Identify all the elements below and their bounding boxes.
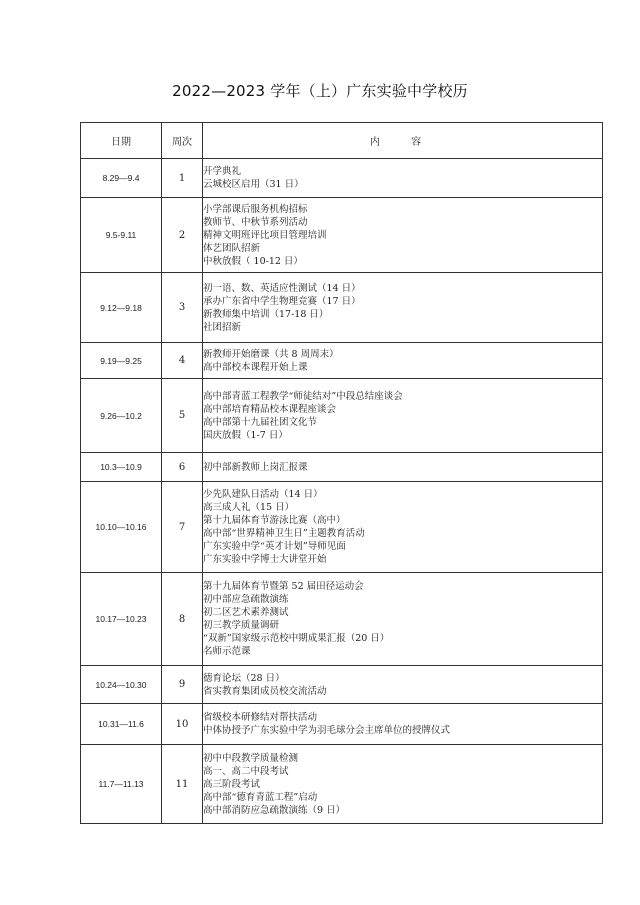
event-item: 高三阶段考试 <box>203 778 261 790</box>
row-content <box>203 704 603 745</box>
row-content <box>203 198 603 273</box>
event-item: 高中部“世界精神卫生日”主题教育活动 <box>203 528 365 539</box>
row-week: 1 <box>162 159 203 198</box>
event-item: 高三成人礼（15 日） <box>203 502 295 513</box>
event-item: “双新”国家级示范校中期成果汇报（20 日） <box>203 633 390 644</box>
event-item: 社团招新 <box>203 321 242 333</box>
row-date: 10.10—10.16 <box>81 482 162 573</box>
event-item: 初三教学质量调研 <box>203 620 280 631</box>
event-item: 体艺团队招新 <box>203 242 261 254</box>
table-row <box>81 198 603 273</box>
table-header-row <box>81 123 603 159</box>
event-item: 高中部“德育青蓝工程”启动 <box>203 791 318 803</box>
event-item: 高中部消防应急疏散演练（9 日） <box>203 804 346 816</box>
page-title: 2022—2023 学年（上）广东实验中学校历 <box>172 82 468 100</box>
event-item: 高中部培育精品校本课程座谈会 <box>203 403 337 415</box>
event-item: 云城校区启用（31 日） <box>203 179 304 190</box>
event-item: 小学部课后服务机构招标 <box>203 203 308 215</box>
event-item: 初二区艺术素养测试 <box>203 607 289 618</box>
event-item: 第十九届体育节游泳比赛（高中） <box>203 515 346 526</box>
event-item: 中体协授予广东实验中学为羽毛球分会主席单位的授牌仪式 <box>203 725 451 736</box>
row-week: 8 <box>162 573 203 666</box>
row-content <box>203 159 603 198</box>
event-item: 新教师开始磨课（共 8 周周末） <box>203 348 339 360</box>
school-calendar-table <box>80 122 603 824</box>
header-date: 日期 <box>81 123 162 159</box>
table-row <box>81 573 603 666</box>
event-item: 省级校本研修结对帮扶活动 <box>203 712 318 723</box>
event-item: 精神文明班评比项目管理培训 <box>203 229 327 241</box>
row-content <box>203 453 603 482</box>
row-week: 6 <box>162 453 203 482</box>
event-item: 初中部新教师上岗汇报课 <box>203 461 308 473</box>
row-date: 10.31—11.6 <box>81 704 162 745</box>
table-row <box>81 273 603 343</box>
event-item: 承办广东省中学生物理竞赛（17 日） <box>203 295 361 307</box>
row-content <box>203 343 603 379</box>
row-date: 10.17—10.23 <box>81 573 162 666</box>
row-date: 9.5-9.11 <box>81 198 162 273</box>
row-date: 8.29—9.4 <box>81 159 162 198</box>
row-date: 10.24—10.30 <box>81 666 162 704</box>
row-content <box>203 273 603 343</box>
event-item: 高一、高二中段考试 <box>203 765 289 777</box>
row-week: 3 <box>162 273 203 343</box>
header-week: 周次 <box>162 123 203 159</box>
table-row <box>81 666 603 704</box>
row-week: 2 <box>162 198 203 273</box>
row-date: 11.7—11.13 <box>81 745 162 824</box>
row-content <box>203 745 603 824</box>
table-row <box>81 453 603 482</box>
table-row <box>81 159 603 198</box>
table-row <box>81 379 603 453</box>
row-content <box>203 379 603 453</box>
event-item: 德育论坛（28 日） <box>203 672 285 684</box>
row-date: 9.26—10.2 <box>81 379 162 453</box>
event-item: 中秋放假（ 10-12 日） <box>203 255 303 267</box>
row-week: 9 <box>162 666 203 704</box>
event-item: 开学典礼 <box>203 166 242 177</box>
row-date: 9.12—9.18 <box>81 273 162 343</box>
event-item: 初中中段教学质量检测 <box>203 752 299 764</box>
table-row <box>81 704 603 745</box>
event-item: 高中部第十九届社团文化节 <box>203 416 318 428</box>
event-item: 初一语、数、英适应性测试（14 日） <box>203 282 361 294</box>
row-week: 7 <box>162 482 203 573</box>
table-row <box>81 482 603 573</box>
row-week: 4 <box>162 343 203 379</box>
table-row <box>81 745 603 824</box>
event-item: 第十九届体育节暨第 52 届田径运动会 <box>203 581 364 592</box>
row-week: 10 <box>162 704 203 745</box>
row-date: 9.19—9.25 <box>81 343 162 379</box>
event-item: 名师示范课 <box>203 646 251 657</box>
event-item: 高中部青蓝工程教学“师徒结对”中段总结座谈会 <box>203 390 403 402</box>
event-item: 国庆放假（1-7 日） <box>203 429 288 441</box>
event-item: 初中部应急疏散演练 <box>203 594 289 605</box>
event-item: 省实教育集团成员校交流活动 <box>203 685 327 697</box>
row-content <box>203 482 603 573</box>
row-content <box>203 573 603 666</box>
row-week: 5 <box>162 379 203 453</box>
row-week: 11 <box>162 745 203 824</box>
row-content <box>203 666 603 704</box>
event-item: 广东实验中学“英才计划”导师见面 <box>203 541 346 552</box>
event-item: 广东实验中学博士大讲堂开始 <box>203 554 327 565</box>
table-row <box>81 343 603 379</box>
event-item: 新教师集中培训（17-18 日） <box>203 308 329 320</box>
event-item: 教师节、中秋节系列活动 <box>203 216 308 228</box>
event-item: 高中部校本课程开始上课 <box>203 361 308 373</box>
row-date: 10.3—10.9 <box>81 453 162 482</box>
header-content: 内 容 <box>203 123 603 159</box>
event-item: 少先队建队日活动（14 日） <box>203 489 323 500</box>
